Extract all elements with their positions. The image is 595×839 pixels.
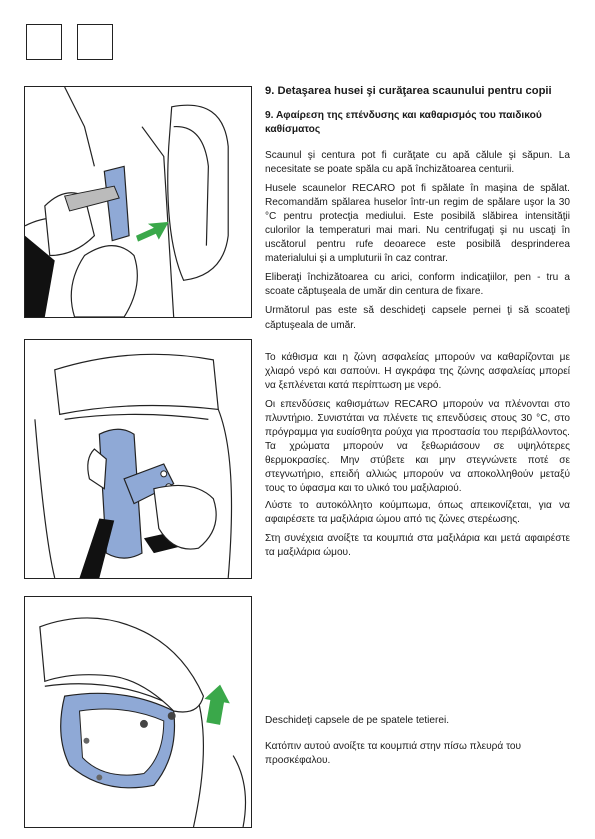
paragraph-headrest-gr: Κατόπιν αυτού ανοίξτε τα κουμπιά στην πίσω πλευρά του προσκέφαλου. — [265, 741, 522, 767]
text-column — [265, 84, 570, 560]
section-heading-gr: 9. Αφαίρεση της επένδυσης και καθαρισμός του παιδικού καθίσματος — [265, 109, 542, 135]
section-heading-ro: 9. Detaşarea husei şi curăţarea scaunului pentru copii — [265, 85, 552, 97]
paragraph-headrest-ro: Deschideţi capsele de pe spatele tetierei. — [265, 715, 450, 726]
paragraph-velcro-ro: Eliberaţi închizătoarea cu arici, conform indicaţiilor, pen - tru a scoate căptuşeala de umăr din centura de fixare. — [265, 272, 570, 298]
paragraph-cleaning-gr: Το κάθισμα και η ζώνη ασφαλείας μπορούν να καθαρίζονται με χλιαρό νερό και σαπούνι. Η αγκράφα της ζώνης ασφαλείας μπορεί να ξεπλένεται κατά περίπτωση με νερό. — [265, 351, 570, 391]
paragraph-snaps-ro: Următorul pas este să deschideţi capsele pernei ţi să scoateţi căptuşeala de umăr. — [265, 305, 570, 331]
paragraph-snaps-gr: Στη συνέχεια ανοίξτε τα κουμπιά στα μαξιλάρια και μετά αφαιρέστε τα μαξιλάρια ώμου. — [265, 532, 570, 558]
corner-box-right — [77, 24, 113, 60]
paragraph-cleaning-ro: Scaunul şi centura pot fi curăţate cu apă călule şi săpun. La necesitate se poate spăla cu apă închizătoarea centurii. — [265, 149, 570, 175]
corner-box-left — [26, 24, 62, 60]
paragraph-washing-gr: Οι επενδύσεις καθισμάτων RECARO μπορούν να πλένονται στο πλυντήριο. Συνιστάται να πλένετε τις επενδύσεις στους 30 °C, στο πρόγραμμα για ευαίσθητα ρούχα για προστασία του περιβάλλοντος. Τα χρώματα μπορούν να ξεθωριάσουν σε υψηλότερες θερμοκρασίες. Μην στύβετε και μην στεγνώνετε ποτέ σε στεγνωτήριο, επειδή αλλιώς μπορούν να αποκολληθούν μεταξύ τους το ύφασμα και το υλικό του μαξιλαριού. — [265, 398, 570, 495]
shoulder-pad-snaps-illustration — [24, 339, 252, 579]
velcro-release-illustration — [24, 86, 252, 318]
paragraph-velcro-gr: Λύστε το αυτοκόλλητο κούμπωμα, όπως απεικονίζεται, για να αφαιρέσετε τα μαξιλάρια ώμου από τις ζώνες στερέωσης. — [265, 499, 570, 525]
headrest-text-block — [265, 714, 570, 768]
headrest-snaps-illustration — [24, 596, 252, 828]
paragraph-washing-ro: Husele scaunelor RECARO pot fi spălate în maşina de spălat. Recomandăm spălarea huselor într-un regim de spălare uşor la 30 °C pentru protecţia mediului. Este posibilă slăbirea intensităţii culorilor la temperaturi mai mari. Nu centrifugaţi şi nu uscaţi în uscătorul pentru rufe deoarece este posibilă desprinderea materialului şi a umpluturii în caz contrar. — [265, 182, 570, 265]
